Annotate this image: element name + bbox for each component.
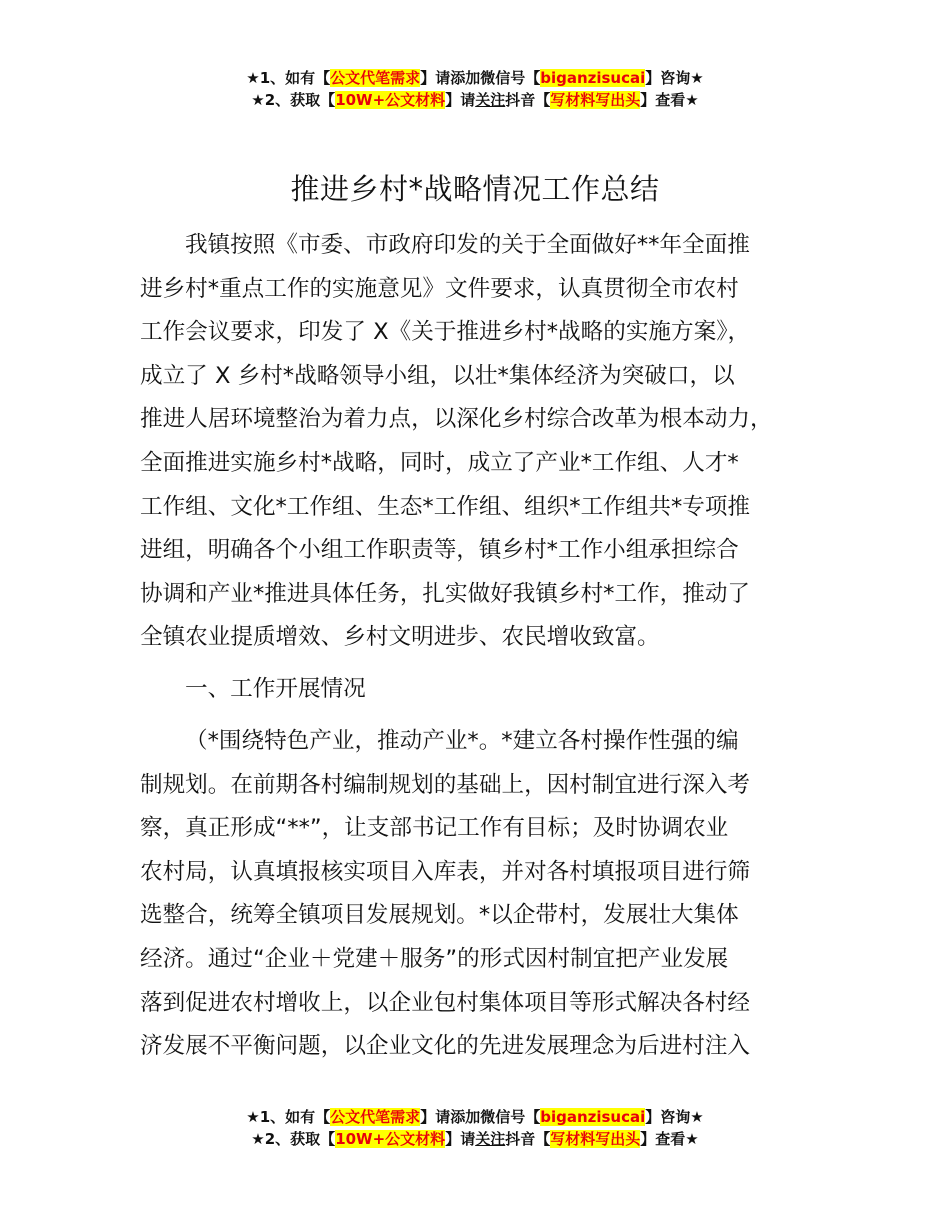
promo-text: ★2、获取【	[251, 1130, 336, 1148]
section-heading	[140, 668, 830, 712]
paragraph-line: 农村局，认真填报核实项目入库表，并对各村填报项目进行筛	[140, 858, 751, 885]
promo-line-1	[0, 67, 950, 89]
promo-highlight: 公文代笔需求	[330, 1108, 421, 1126]
promo-highlight: 写材料写出头	[550, 91, 641, 109]
document-title: 推进乡村*战略情况工作总结	[290, 172, 660, 206]
paragraph-line: 全面推进实施乡村*战略，同时，成立了产业*工作组、人才*	[140, 449, 739, 476]
wechat-id-highlight: biganzisucai	[540, 1108, 646, 1126]
paragraph-line: 济发展不平衡问题，以企业文化的先进发展理念为后进村注入	[140, 1033, 751, 1060]
promo-line-2	[0, 1128, 950, 1150]
paragraph-line: 进乡村*重点工作的实施意见》文件要求，认真贯彻全市农村	[140, 275, 739, 302]
promo-text: 】咨询★	[645, 1108, 704, 1126]
promo-highlight: 公文代笔需求	[330, 69, 421, 87]
promo-text: 】咨询★	[645, 69, 704, 87]
wechat-id-highlight: biganzisucai	[540, 69, 646, 87]
section-paragraph	[140, 720, 830, 1069]
paragraph-line: 选整合，统筹全镇项目发展规划。*以企带村，发展壮大集体	[140, 902, 739, 929]
promo-text: 抖音【	[505, 1130, 551, 1148]
promo-underlined-text: 关注	[475, 91, 506, 109]
promo-banner-bottom	[0, 1106, 950, 1150]
promo-text: 抖音【	[505, 91, 551, 109]
paragraph-line: 我镇按照《市委、市政府印发的关于全面做好**年全面推	[185, 232, 750, 258]
promo-line-1	[0, 1106, 950, 1128]
paragraph-line: 落到促进农村增收上，以企业包村集体项目等形式解决各村经	[140, 989, 751, 1016]
paragraph-line: 工作组、文化*工作组、生态*工作组、组织*工作组共*专项推	[140, 493, 751, 520]
paragraph-line: 察，真正形成“**”，让支部书记工作有目标；及时协调农业	[140, 815, 729, 842]
paragraph-line: 经济。通过“企业＋党建＋服务”的形式因村制宜把产业发展	[140, 945, 729, 972]
promo-text: ★2、获取【	[251, 91, 336, 109]
promo-text: 】请添加微信号【	[420, 69, 541, 87]
paragraph-line: 全镇农业提质增效、乡村文明进步、农民增收致富。	[140, 624, 660, 651]
paragraph-line: 推进人居环境整治为着力点，以深化乡村综合改革为根本动力，	[140, 406, 773, 433]
promo-highlight: 写材料写出头	[550, 1130, 641, 1148]
paragraph-line: 制规划。在前期各村编制规划的基础上，因村制宜进行深入考	[140, 771, 751, 798]
promo-line-2	[0, 89, 950, 111]
promo-banner-top	[0, 67, 950, 111]
paragraph-line: 进组，明确各个小组工作职责等，镇乡村*工作小组承担综合	[140, 537, 739, 564]
paragraph-line: 工作会议要求，印发了 X《关于推进乡村*战略的实施方案》，	[140, 319, 751, 346]
paragraph-line: 成立了 X 乡村*战略领导小组，以壮*集体经济为突破口，以	[140, 362, 735, 389]
paragraph-line: （*围绕特色产业，推动产业*。*建立各村操作性强的编	[185, 728, 739, 754]
promo-text: ★1、如有【	[246, 69, 331, 87]
promo-text: 】请	[445, 91, 476, 109]
intro-paragraph	[140, 224, 830, 660]
promo-highlight: 10W+公文材料	[335, 1130, 446, 1148]
promo-text: 】请添加微信号【	[420, 1108, 541, 1126]
paragraph-line: 协调和产业*推进具体任务，扎实做好我镇乡村*工作，推动了	[140, 580, 751, 607]
promo-text: 】请	[445, 1130, 476, 1148]
promo-underlined-text: 关注	[475, 1130, 506, 1148]
promo-text: 】查看★	[640, 1130, 699, 1148]
promo-text: ★1、如有【	[246, 1108, 331, 1126]
section-heading-text: 一、工作开展情况	[185, 676, 366, 702]
promo-text: 】查看★	[640, 91, 699, 109]
promo-highlight: 10W+公文材料	[335, 91, 446, 109]
